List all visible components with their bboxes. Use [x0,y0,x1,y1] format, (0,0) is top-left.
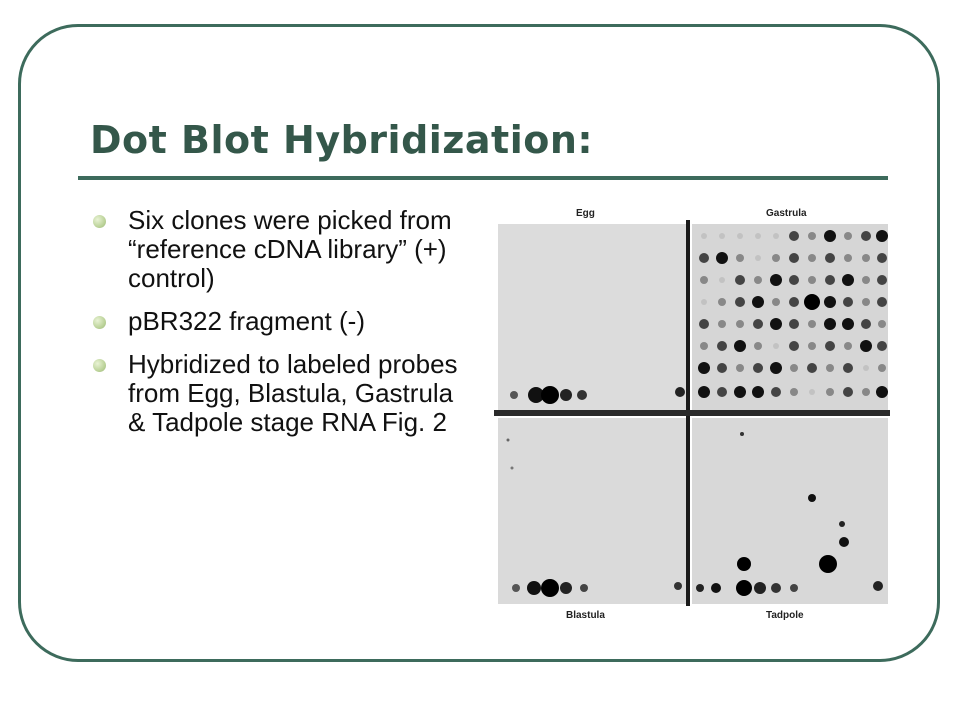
label-tadpole: Tadpole [766,610,804,621]
blot-dot [808,254,816,262]
blot-dot [754,342,762,350]
bullet-text: Six clones were picked from “reference cDNA library” (+) control) [128,205,452,293]
blot-dot [877,341,887,351]
blot-dot [808,342,816,350]
bullet-icon [93,359,106,372]
label-egg: Egg [576,208,595,219]
blot-dot [752,296,764,308]
blot-dot [718,298,726,306]
blot-dot [511,467,514,470]
blot-dot [807,363,817,373]
blot-dot [790,388,798,396]
blot-dot [717,363,727,373]
blot-dot [696,584,704,592]
blot-dot [862,254,870,262]
blot-dot [862,276,870,284]
blot-dot [735,275,745,285]
blot-dot [877,297,887,307]
blot-dot [755,255,761,261]
blot-dot [699,253,709,263]
slide-title: Dot Blot Hybridization: [90,118,594,162]
bullet-icon [93,316,106,329]
blastula-panel [498,418,688,604]
blot-dot [541,386,559,404]
blot-dot [541,579,559,597]
blot-dot [876,386,888,398]
blot-dot [789,253,799,263]
blot-dot [877,253,887,263]
blot-dot [844,232,852,240]
blot-dot [527,581,541,595]
blot-dot [825,275,835,285]
blot-dot [770,318,782,330]
blot-dot [809,389,815,395]
blot-dot [819,555,837,573]
blot-dot [580,584,588,592]
blot-dot [804,294,820,310]
blot-dot [717,387,727,397]
blot-dot [754,582,766,594]
blot-dot [736,254,744,262]
bullet-item [90,307,470,336]
blot-dot [701,299,707,305]
title-underline [78,176,888,180]
blot-dot [808,276,816,284]
blot-dot [753,319,763,329]
blot-dot [825,341,835,351]
blot-dot [878,320,886,328]
blot-dot [876,230,888,242]
blot-dot [826,388,834,396]
blot-dot [790,364,798,372]
blot-dot [510,391,518,399]
blot-dot [773,233,779,239]
blot-dot [675,387,685,397]
dot-blot-image [494,198,890,626]
blot-dot [512,584,520,592]
blot-dot [771,387,781,397]
blot-dot [698,386,710,398]
blot-dot [737,233,743,239]
blot-dot [824,230,836,242]
blot-dot [740,432,744,436]
blot-dot [862,298,870,306]
blot-dot [560,582,572,594]
blot-dot [700,276,708,284]
blot-dot [824,296,836,308]
blot-dot [860,340,872,352]
blot-dot [773,343,779,349]
blot-dot [862,388,870,396]
gastrula-panel [692,224,888,410]
blot-dot [861,319,871,329]
blot-dot [861,231,871,241]
blot-dot [863,365,869,371]
horizontal-divider [494,410,890,416]
blot-dot [735,297,745,307]
blot-dot [736,580,752,596]
dot-blot-figure [494,198,890,626]
blot-dot [753,363,763,373]
blot-dot [843,387,853,397]
blot-dot [844,254,852,262]
blot-dot [699,319,709,329]
bullet-text: Hybridized to labeled probes from Egg, Blastula, Gastrula & Tadpole stage RNA Fig. 2 [128,349,458,437]
blot-dot [770,274,782,286]
label-blastula: Blastula [566,610,605,621]
blot-dot [877,275,887,285]
blot-dot [507,439,510,442]
bullet-list [90,206,470,451]
blot-dot [789,231,799,241]
blot-dot [789,297,799,307]
blot-dot [843,297,853,307]
blot-dot [825,253,835,263]
bullet-item [90,206,470,293]
bullet-item [90,350,470,437]
blot-dot [843,363,853,373]
blot-dot [716,252,728,264]
blot-dot [808,320,816,328]
blot-dot [771,583,781,593]
blot-dot [842,274,854,286]
blot-dot [755,233,761,239]
blot-dot [789,319,799,329]
blot-dot [719,277,725,283]
blot-dot [701,233,707,239]
blot-dot [577,390,587,400]
blot-dot [718,320,726,328]
blot-dot [719,233,725,239]
blot-dot [736,320,744,328]
bullet-text: pBR322 fragment (-) [128,306,365,336]
egg-panel [498,224,688,410]
bullet-icon [93,215,106,228]
blot-dot [772,254,780,262]
blot-dot [734,340,746,352]
blot-dot [560,389,572,401]
blot-dot [698,362,710,374]
blot-dot [674,582,682,590]
blot-dot [770,362,782,374]
blot-dot [839,521,845,527]
blot-dot [824,318,836,330]
blot-dot [789,341,799,351]
blot-dot [717,341,727,351]
blot-dot [700,342,708,350]
blot-dot [808,232,816,240]
blot-dot [752,386,764,398]
tadpole-panel [692,418,888,604]
blot-dot [826,364,834,372]
blot-dot [839,537,849,547]
blot-dot [844,342,852,350]
blot-dot [711,583,721,593]
blot-dot [737,557,751,571]
blot-dot [789,275,799,285]
blot-dot [736,364,744,372]
blot-dot [790,584,798,592]
blot-dot [842,318,854,330]
blot-dot [754,276,762,284]
blot-dot [734,386,746,398]
blot-dot [808,494,816,502]
blot-dot [873,581,883,591]
label-gastrula: Gastrula [766,208,807,219]
blot-dot [772,298,780,306]
blot-dot [878,364,886,372]
